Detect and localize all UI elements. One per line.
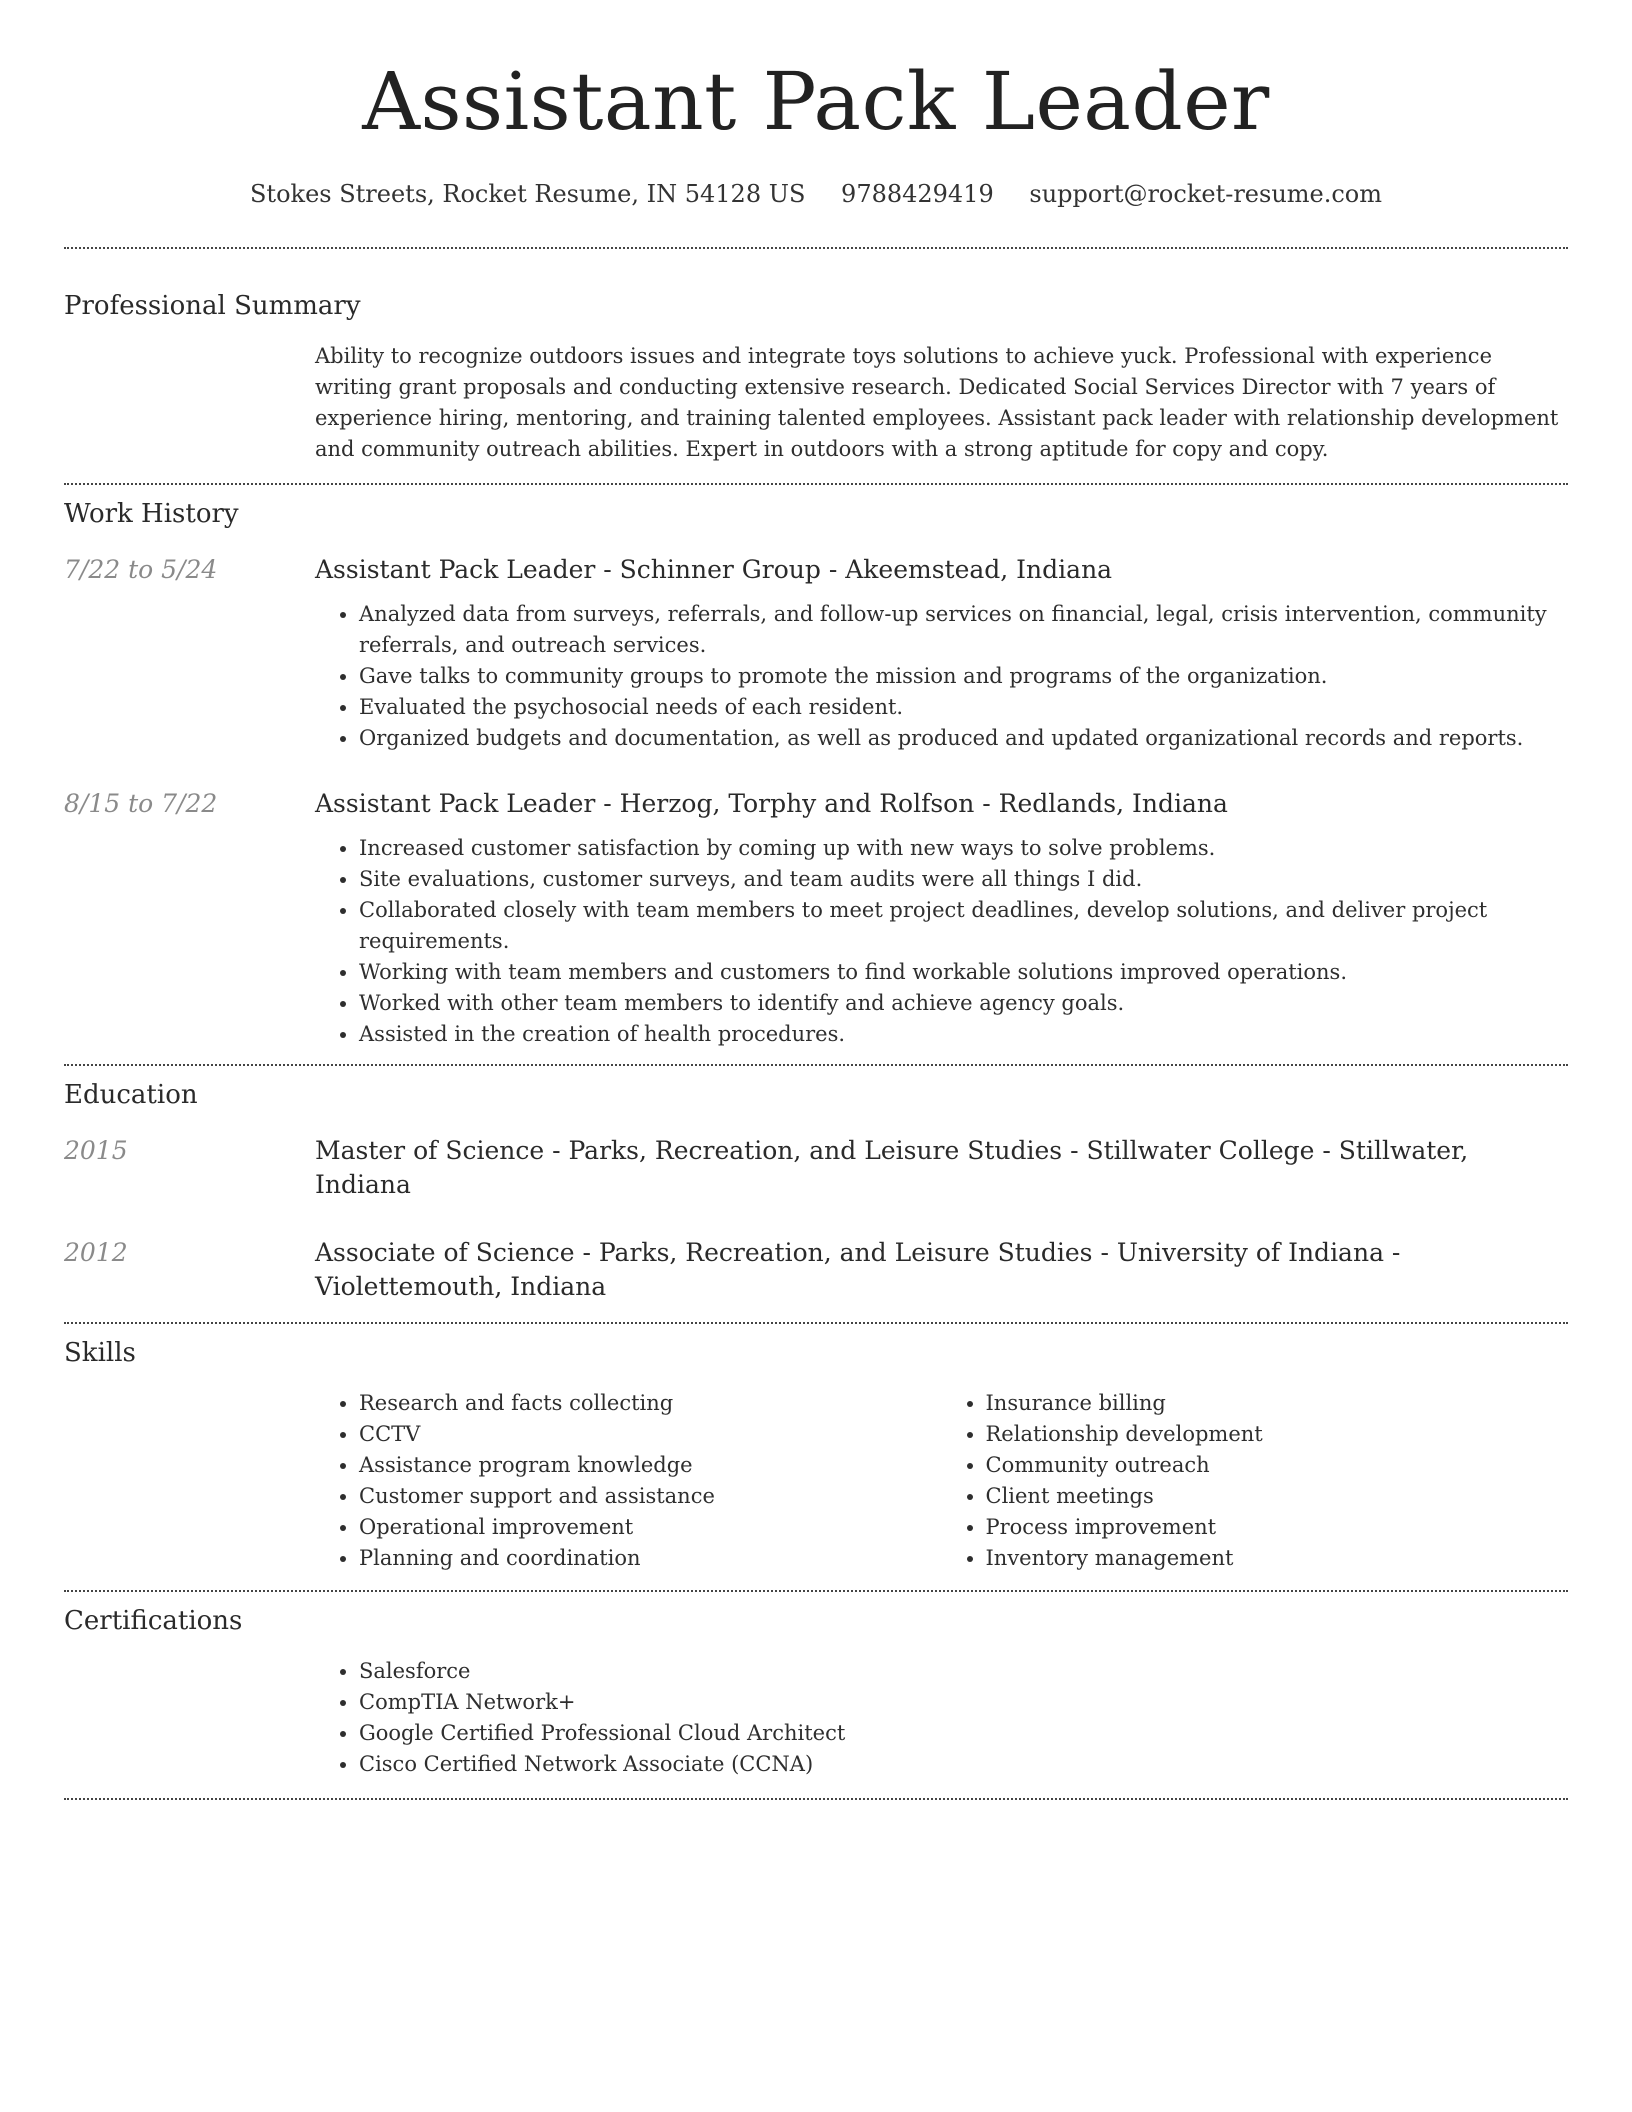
job-bullet: • Organized budgets and documentation, as well as produced and updated organizational records and reports. xyxy=(359,723,1568,754)
summary-text: Ability to recognize outdoors issues and integrate toys solutions to achieve yuck. Professional with experience writing grant proposals and conducting extensive research. Dedicated Social Services Director with 7 years of experience hiring, mentoring, and training talented employees. Assistant pack leader with relationship development and community outreach abilities. Expert in outdoors with a strong aptitude for copy and copy. xyxy=(315,344,1559,461)
candidate-name: Assistant Pack Leader xyxy=(362,55,1270,148)
certifications-list xyxy=(315,1656,1568,1780)
job-bullets xyxy=(315,599,1568,754)
job-bullet: • Gave talks to community groups to promote the mission and programs of the organization. xyxy=(359,661,1568,692)
job-bullet: • Analyzed data from surveys, referrals, and follow-up services on financial, legal, crisis intervention, community referrals, and outreach services. xyxy=(359,599,1568,661)
contact-phone: 9788429419 xyxy=(841,180,994,208)
work-history-section xyxy=(64,497,1568,1050)
certifications-section xyxy=(64,1604,1568,1780)
job-bullet: • Assisted in the creation of health procedures. xyxy=(359,1019,1568,1050)
job-dates: 7/22 to 5/24 xyxy=(64,555,218,584)
skill-item: • Planning and coordination xyxy=(359,1543,942,1574)
skill-item: • Customer support and assistance xyxy=(359,1481,942,1512)
skill-item: • Research and facts collecting xyxy=(359,1388,942,1419)
skill-item: • Insurance billing xyxy=(986,1388,1569,1419)
job-bullet: • Worked with other team members to identify and achieve agency goals. xyxy=(359,988,1568,1019)
education-section xyxy=(64,1078,1568,1304)
skills-list-right xyxy=(942,1388,1569,1574)
divider xyxy=(64,483,1568,485)
education-degree: Associate of Science - Parks, Recreation, and Leisure Studies xyxy=(315,1238,1093,1267)
education-degree: Master of Science - Parks, Recreation, and Leisure Studies xyxy=(315,1136,1063,1165)
divider xyxy=(64,1798,1568,1800)
contact-line xyxy=(64,178,1568,210)
skill-item: • Relationship development xyxy=(986,1419,1569,1450)
summary-title: Professional Summary xyxy=(64,291,361,321)
job-bullet: • Collaborated closely with team members to meet project deadlines, develop solutions, and deliver project requirements. xyxy=(359,895,1568,957)
education-title: Education xyxy=(64,1080,198,1110)
skill-item: • Process improvement xyxy=(986,1512,1569,1543)
certification-item: • Cisco Certified Network Associate (CCNA) xyxy=(359,1749,1568,1780)
education-entry xyxy=(64,1236,1568,1304)
job-dates: 8/15 to 7/22 xyxy=(64,789,218,818)
job-bullet: • Evaluated the psychosocial needs of each resident. xyxy=(359,692,1568,723)
job-bullet: • Site evaluations, customer surveys, and team audits were all things I did. xyxy=(359,864,1568,895)
certification-item: • Google Certified Professional Cloud Architect xyxy=(359,1718,1568,1749)
skill-item: • CCTV xyxy=(359,1419,942,1450)
divider xyxy=(64,1322,1568,1324)
education-year: 2012 xyxy=(64,1238,128,1267)
contact-email: support@rocket-resume.com xyxy=(1029,180,1383,208)
education-entry xyxy=(64,1134,1568,1202)
job-bullets xyxy=(315,833,1568,1050)
skills-list-left xyxy=(315,1388,942,1574)
skills-section xyxy=(64,1336,1568,1574)
divider xyxy=(64,1064,1568,1066)
divider xyxy=(64,1590,1568,1592)
skill-item: • Client meetings xyxy=(986,1481,1569,1512)
education-year: 2015 xyxy=(64,1136,128,1165)
skill-item: • Operational improvement xyxy=(359,1512,942,1543)
education-school: - Stillwater College - Stillwater, Indiana xyxy=(315,1136,1469,1199)
certification-item: • Salesforce xyxy=(359,1656,1568,1687)
skill-item: • Inventory management xyxy=(986,1543,1569,1574)
skill-item: • Community outreach xyxy=(986,1450,1569,1481)
resume-page xyxy=(64,0,1568,1800)
job-entry xyxy=(64,787,1568,1050)
skills-title: Skills xyxy=(64,1338,136,1368)
education-school: - University of Indiana - Violettemouth, Indiana xyxy=(315,1238,1401,1301)
job-heading: Assistant Pack Leader - Schinner Group - Akeemstead, Indiana xyxy=(315,555,1113,584)
job-heading: Assistant Pack Leader - Herzog, Torphy and Rolfson - Redlands, Indiana xyxy=(315,789,1228,818)
summary-section xyxy=(64,289,1568,465)
certification-item: • CompTIA Network+ xyxy=(359,1687,1568,1718)
contact-address: Stokes Streets, Rocket Resume, IN 54128 US xyxy=(249,180,806,208)
divider xyxy=(64,247,1568,249)
job-bullet: • Working with team members and customers to find workable solutions improved operations. xyxy=(359,957,1568,988)
job-bullet: • Increased customer satisfaction by coming up with new ways to solve problems. xyxy=(359,833,1568,864)
certifications-title: Certifications xyxy=(64,1606,243,1636)
job-entry xyxy=(64,553,1568,754)
work-history-title: Work History xyxy=(64,499,239,529)
skill-item: • Assistance program knowledge xyxy=(359,1450,942,1481)
